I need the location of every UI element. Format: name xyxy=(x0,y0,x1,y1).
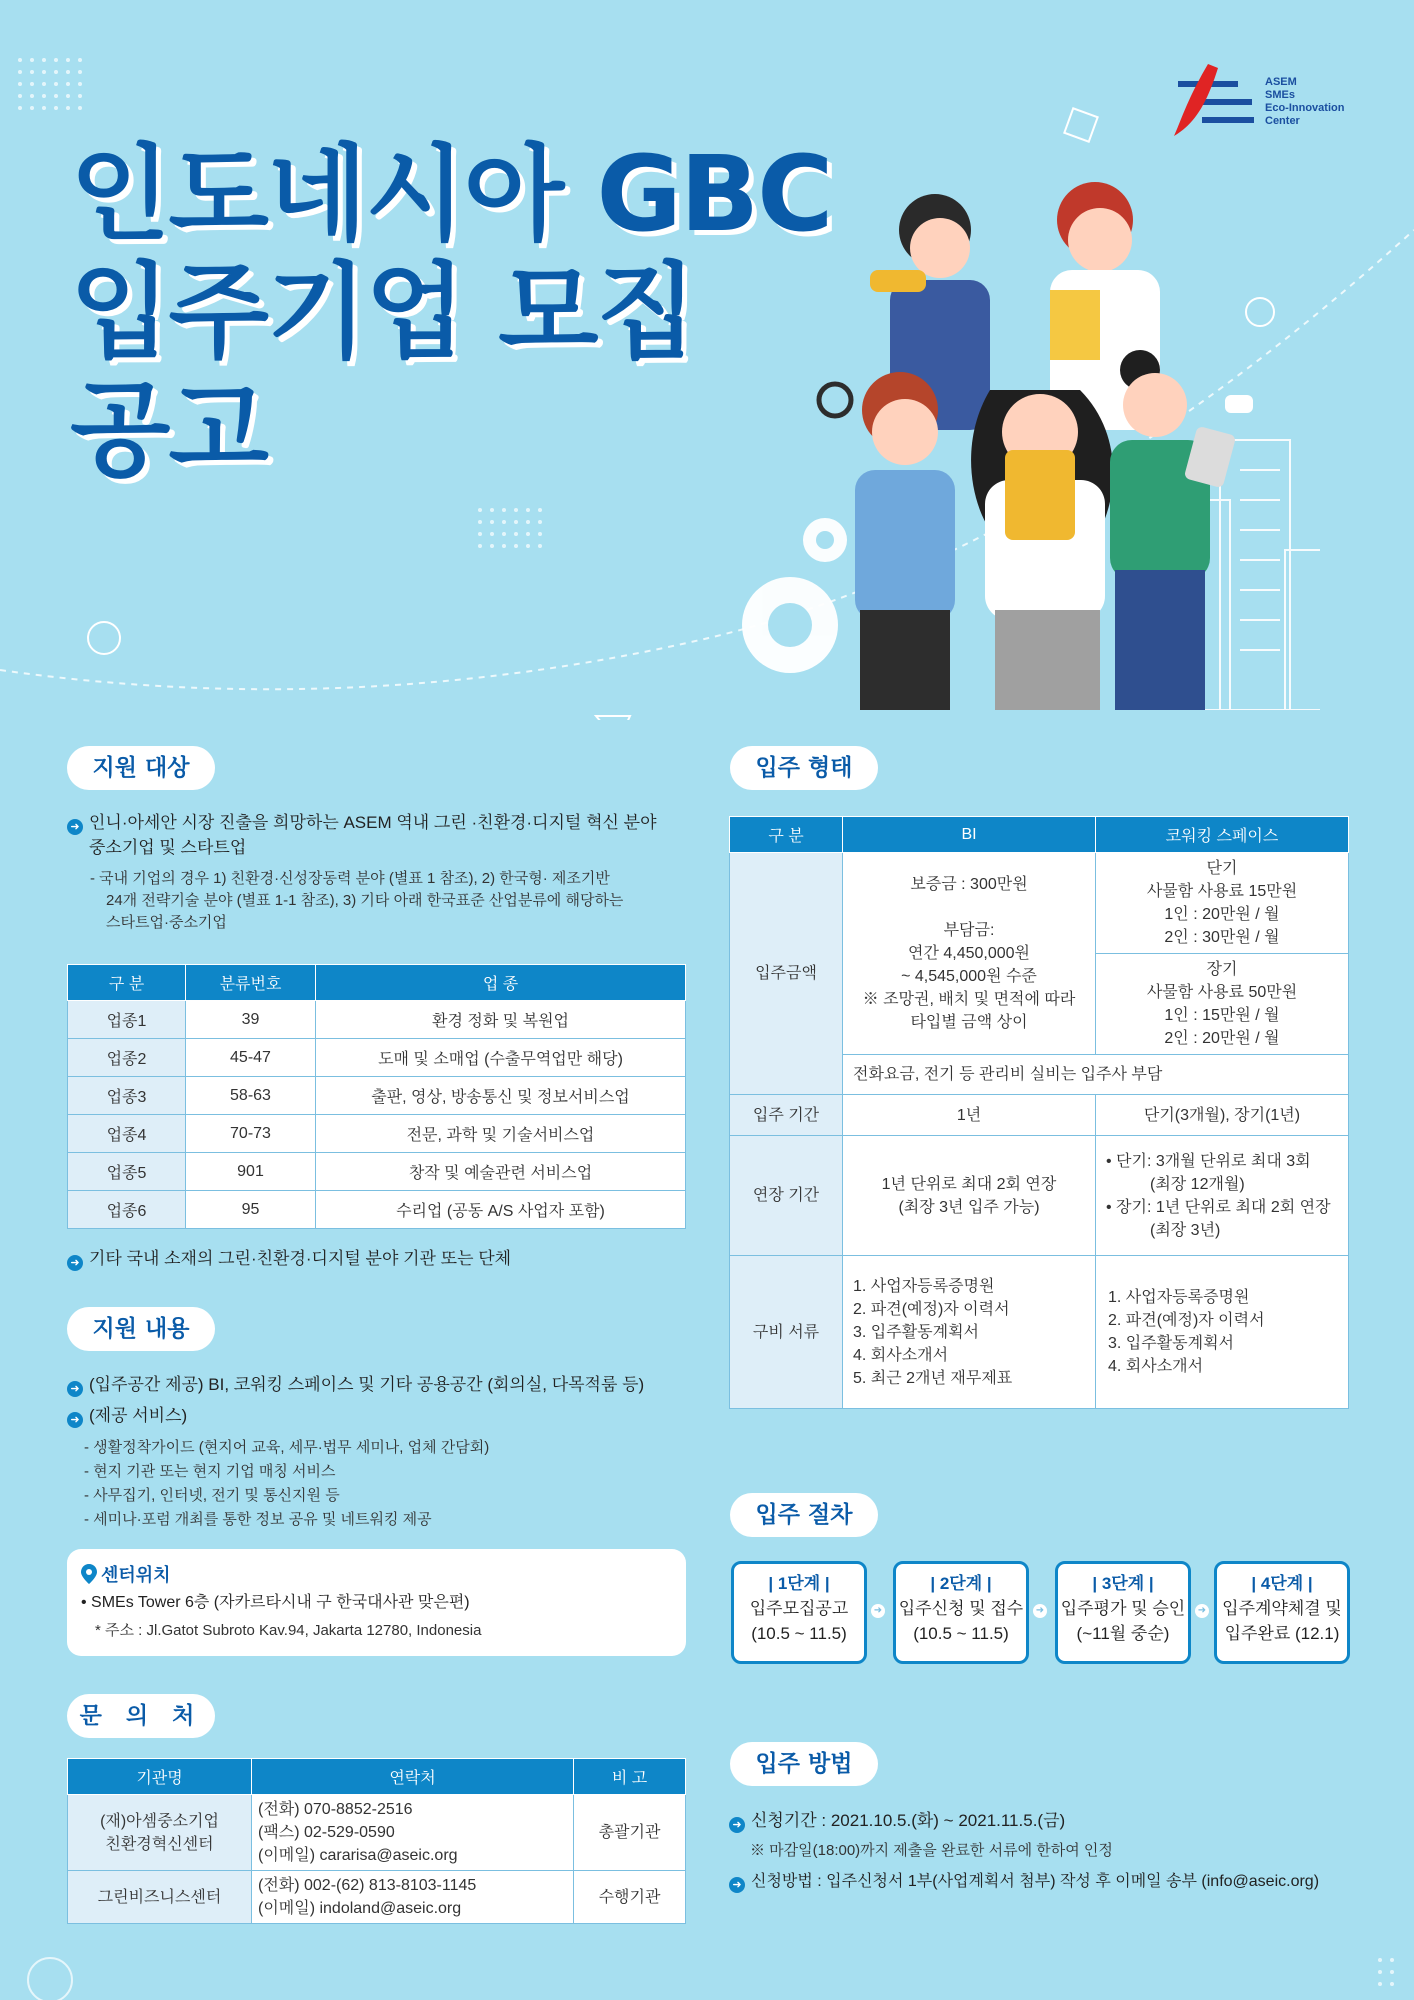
table-row: 업종1 39 환경 정화 및 복원업 xyxy=(68,1001,686,1039)
table-row: 업종3 58-63 출판, 영상, 방송통신 및 정보서비스업 xyxy=(68,1077,686,1115)
procedure-step-3: | 3단계 | 입주평가 및 승인 (~11월 중순) xyxy=(1055,1561,1191,1664)
table-row: (재)아셈중소기업 친환경혁신센터 (전화) 070-8852-2516 (팩스) 02-529-0590 (이메일) cararisa@aseic.org 총괄기관 xyxy=(68,1795,686,1871)
col-header-industry: 업 종 xyxy=(316,965,686,1001)
arrow-bullet-icon: ➜ xyxy=(729,1877,745,1893)
col-header-coworking: 코워킹 스페이스 xyxy=(1096,817,1349,853)
list-item: - 사무집기, 인터넷, 전기 및 통신지원 등 xyxy=(84,1487,340,1504)
section-label-method: 입주 방법 xyxy=(730,1742,878,1786)
list-item: - 세미나·포럼 개최를 통한 정보 공유 및 네트워킹 제공 xyxy=(84,1511,432,1528)
table-row: 구비 서류 1. 사업자등록증명원 2. 파견(예정)자 이력서 3. 입주활동계획서 4. 회사소개서 5. 최근 2개년 재무제표 1. 사업자등록증명원 2. 파견(예정)자 이력서 3. 입주활동계획서 4. 회사소개서 xyxy=(730,1256,1349,1409)
content-bullet-1: ➜ (입주공간 제공) BI, 코워킹 스페이스 및 기타 공용공간 (회의실, 다목적룸 등) xyxy=(67,1372,692,1397)
target-bullet-2: ➜ 기타 국내 소재의 그린·친환경·디지털 분야 기관 또는 단체 xyxy=(67,1246,687,1271)
table-row: 업종2 45-47 도매 및 소매업 (수출무역업만 해당) xyxy=(68,1039,686,1077)
content-bullet-2: ➜ (제공 서비스) xyxy=(67,1403,692,1428)
footer-decoration xyxy=(0,1940,1414,2000)
list-item: - 생활정착가이드 (현지어 교육, 세무·법무 세미나, 업체 간담회) xyxy=(84,1439,490,1456)
arrow-bullet-icon: ➜ xyxy=(729,1817,745,1833)
target-sub-text: - 국내 기업의 경우 1) 친환경·신성장동력 분야 (별표 1 참조), 2) 한국형· 제조기반 24개 전략기술 분야 (별표 1-1 참조), 3) 기타 아래 한국표준 산업분류에 해당하는 스타트업·중소기업 xyxy=(90,870,624,931)
col-header-code: 분류번호 xyxy=(186,965,316,1001)
table-row: 그린비즈니스센터 (전화) 002-(62) 813-8103-1145 (이메일) indoland@aseic.org 수행기관 xyxy=(68,1871,686,1924)
location-box xyxy=(67,1549,686,1656)
industry-table xyxy=(67,964,686,1229)
title-line-3: 공고 xyxy=(70,369,267,491)
title-line-2: 입주기업 모집 xyxy=(70,251,695,373)
table-row: 입주금액 보증금 : 300만원 부담금: 연간 4,450,000원 ~ 4,545,000원 수준 ※ 조망권, 배치 및 면적에 따라 타입별 금액 상이 단기 사물함 사용료 15만원 1인 : 20만원 / 월 2인 : 30만원 / 월 xyxy=(730,853,1349,954)
residence-form-table xyxy=(729,816,1349,1409)
location-title: 센터위치 xyxy=(81,1561,171,1587)
col-header-org: 기관명 xyxy=(68,1759,252,1795)
aseic-logo xyxy=(1168,58,1368,142)
col-header-category: 구 분 xyxy=(730,817,843,853)
col-header-bi: BI xyxy=(843,817,1096,853)
arrow-right-icon: ➜ xyxy=(1195,1604,1209,1618)
section-label-contact: 문 의 처 xyxy=(67,1694,215,1738)
procedure-step-4: | 4단계 | 입주계약체결 및 입주완료 (12.1) xyxy=(1214,1561,1350,1664)
procedure-step-1: | 1단계 | 입주모집공고 (10.5 ~ 11.5) xyxy=(731,1561,867,1664)
section-label-residence-form: 입주 형태 xyxy=(730,746,878,790)
logo-mark-icon xyxy=(1168,58,1260,142)
procedure-step-2: | 2단계 | 입주신청 및 접수 (10.5 ~ 11.5) xyxy=(893,1561,1029,1664)
arrow-right-icon: ➜ xyxy=(1033,1604,1047,1618)
section-label-support-target: 지원 대상 xyxy=(67,746,215,790)
col-header-category: 구 분 xyxy=(68,965,186,1001)
method-bullet-1: ➜ 신청기간 : 2021.10.5.(화) ~ 2021.11.5.(금) xyxy=(729,1808,1389,1833)
arrow-bullet-icon: ➜ xyxy=(67,1381,83,1397)
method-note: ※ 마감일(18:00)까지 제출을 완료한 서류에 한하여 인정 xyxy=(750,1842,1113,1859)
arrow-bullet-icon: ➜ xyxy=(67,1412,83,1428)
table-row: 입주 기간 1년 단기(3개월), 장기(1년) xyxy=(730,1095,1349,1136)
arrow-bullet-icon: ➜ xyxy=(67,819,83,835)
table-row: 장기 사물함 사용료 50만원 1인 : 15만원 / 월 2인 : 20만원 / 월 xyxy=(730,954,1349,1055)
title-line-1: 인도네시아 GBC xyxy=(70,133,832,255)
section-label-procedure: 입주 절차 xyxy=(730,1493,878,1537)
arrow-bullet-icon: ➜ xyxy=(67,1255,83,1271)
office-workers-illustration xyxy=(720,170,1320,710)
table-row: 전화요금, 전기 등 관리비 실비는 입주사 부담 xyxy=(730,1055,1349,1095)
logo-text: ASEM SMEs Eco-Innovation Center xyxy=(1265,76,1345,127)
table-row: 연장 기간 1년 단위로 최대 2회 연장 (최장 3년 입주 가능) • 단기: 3개월 단위로 최대 3회 (최장 12개월) • 장기: 1년 단위로 최대 2회 연장 (최장 3년) xyxy=(730,1136,1349,1256)
section-label-support-content: 지원 내용 xyxy=(67,1307,215,1351)
col-header-contact: 연락처 xyxy=(252,1759,574,1795)
map-pin-icon xyxy=(81,1564,97,1584)
location-line: • SMEs Tower 6층 (자카르타시내 구 한국대사관 맞은편) xyxy=(81,1594,470,1611)
table-row: 업종5 901 창작 및 예술관련 서비스업 xyxy=(68,1153,686,1191)
arrow-right-icon: ➜ xyxy=(871,1604,885,1618)
target-bullet-1: ➜ 인니·아세안 시장 진출을 희망하는 ASEM 역내 그린 ·친환경·디지털 혁신 분야 중소기업 및 스타트업 xyxy=(67,810,692,860)
page-title xyxy=(70,135,832,489)
list-item: - 현지 기관 또는 현지 기업 매칭 서비스 xyxy=(84,1463,336,1480)
location-address: * 주소 : Jl.Gatot Subroto Kav.94, Jakarta 12780, Indonesia xyxy=(95,1622,482,1639)
table-row: 업종6 95 수리업 (공동 A/S 사업자 포함) xyxy=(68,1191,686,1229)
service-list xyxy=(84,1436,684,1532)
method-bullet-2: ➜ 신청방법 : 입주신청서 1부(사업계획서 첨부) 작성 후 이메일 송부 (info@aseic.org) xyxy=(729,1869,1404,1894)
col-header-note: 비 고 xyxy=(574,1759,686,1795)
contact-table xyxy=(67,1758,686,1924)
table-row: 업종4 70-73 전문, 과학 및 기술서비스업 xyxy=(68,1115,686,1153)
